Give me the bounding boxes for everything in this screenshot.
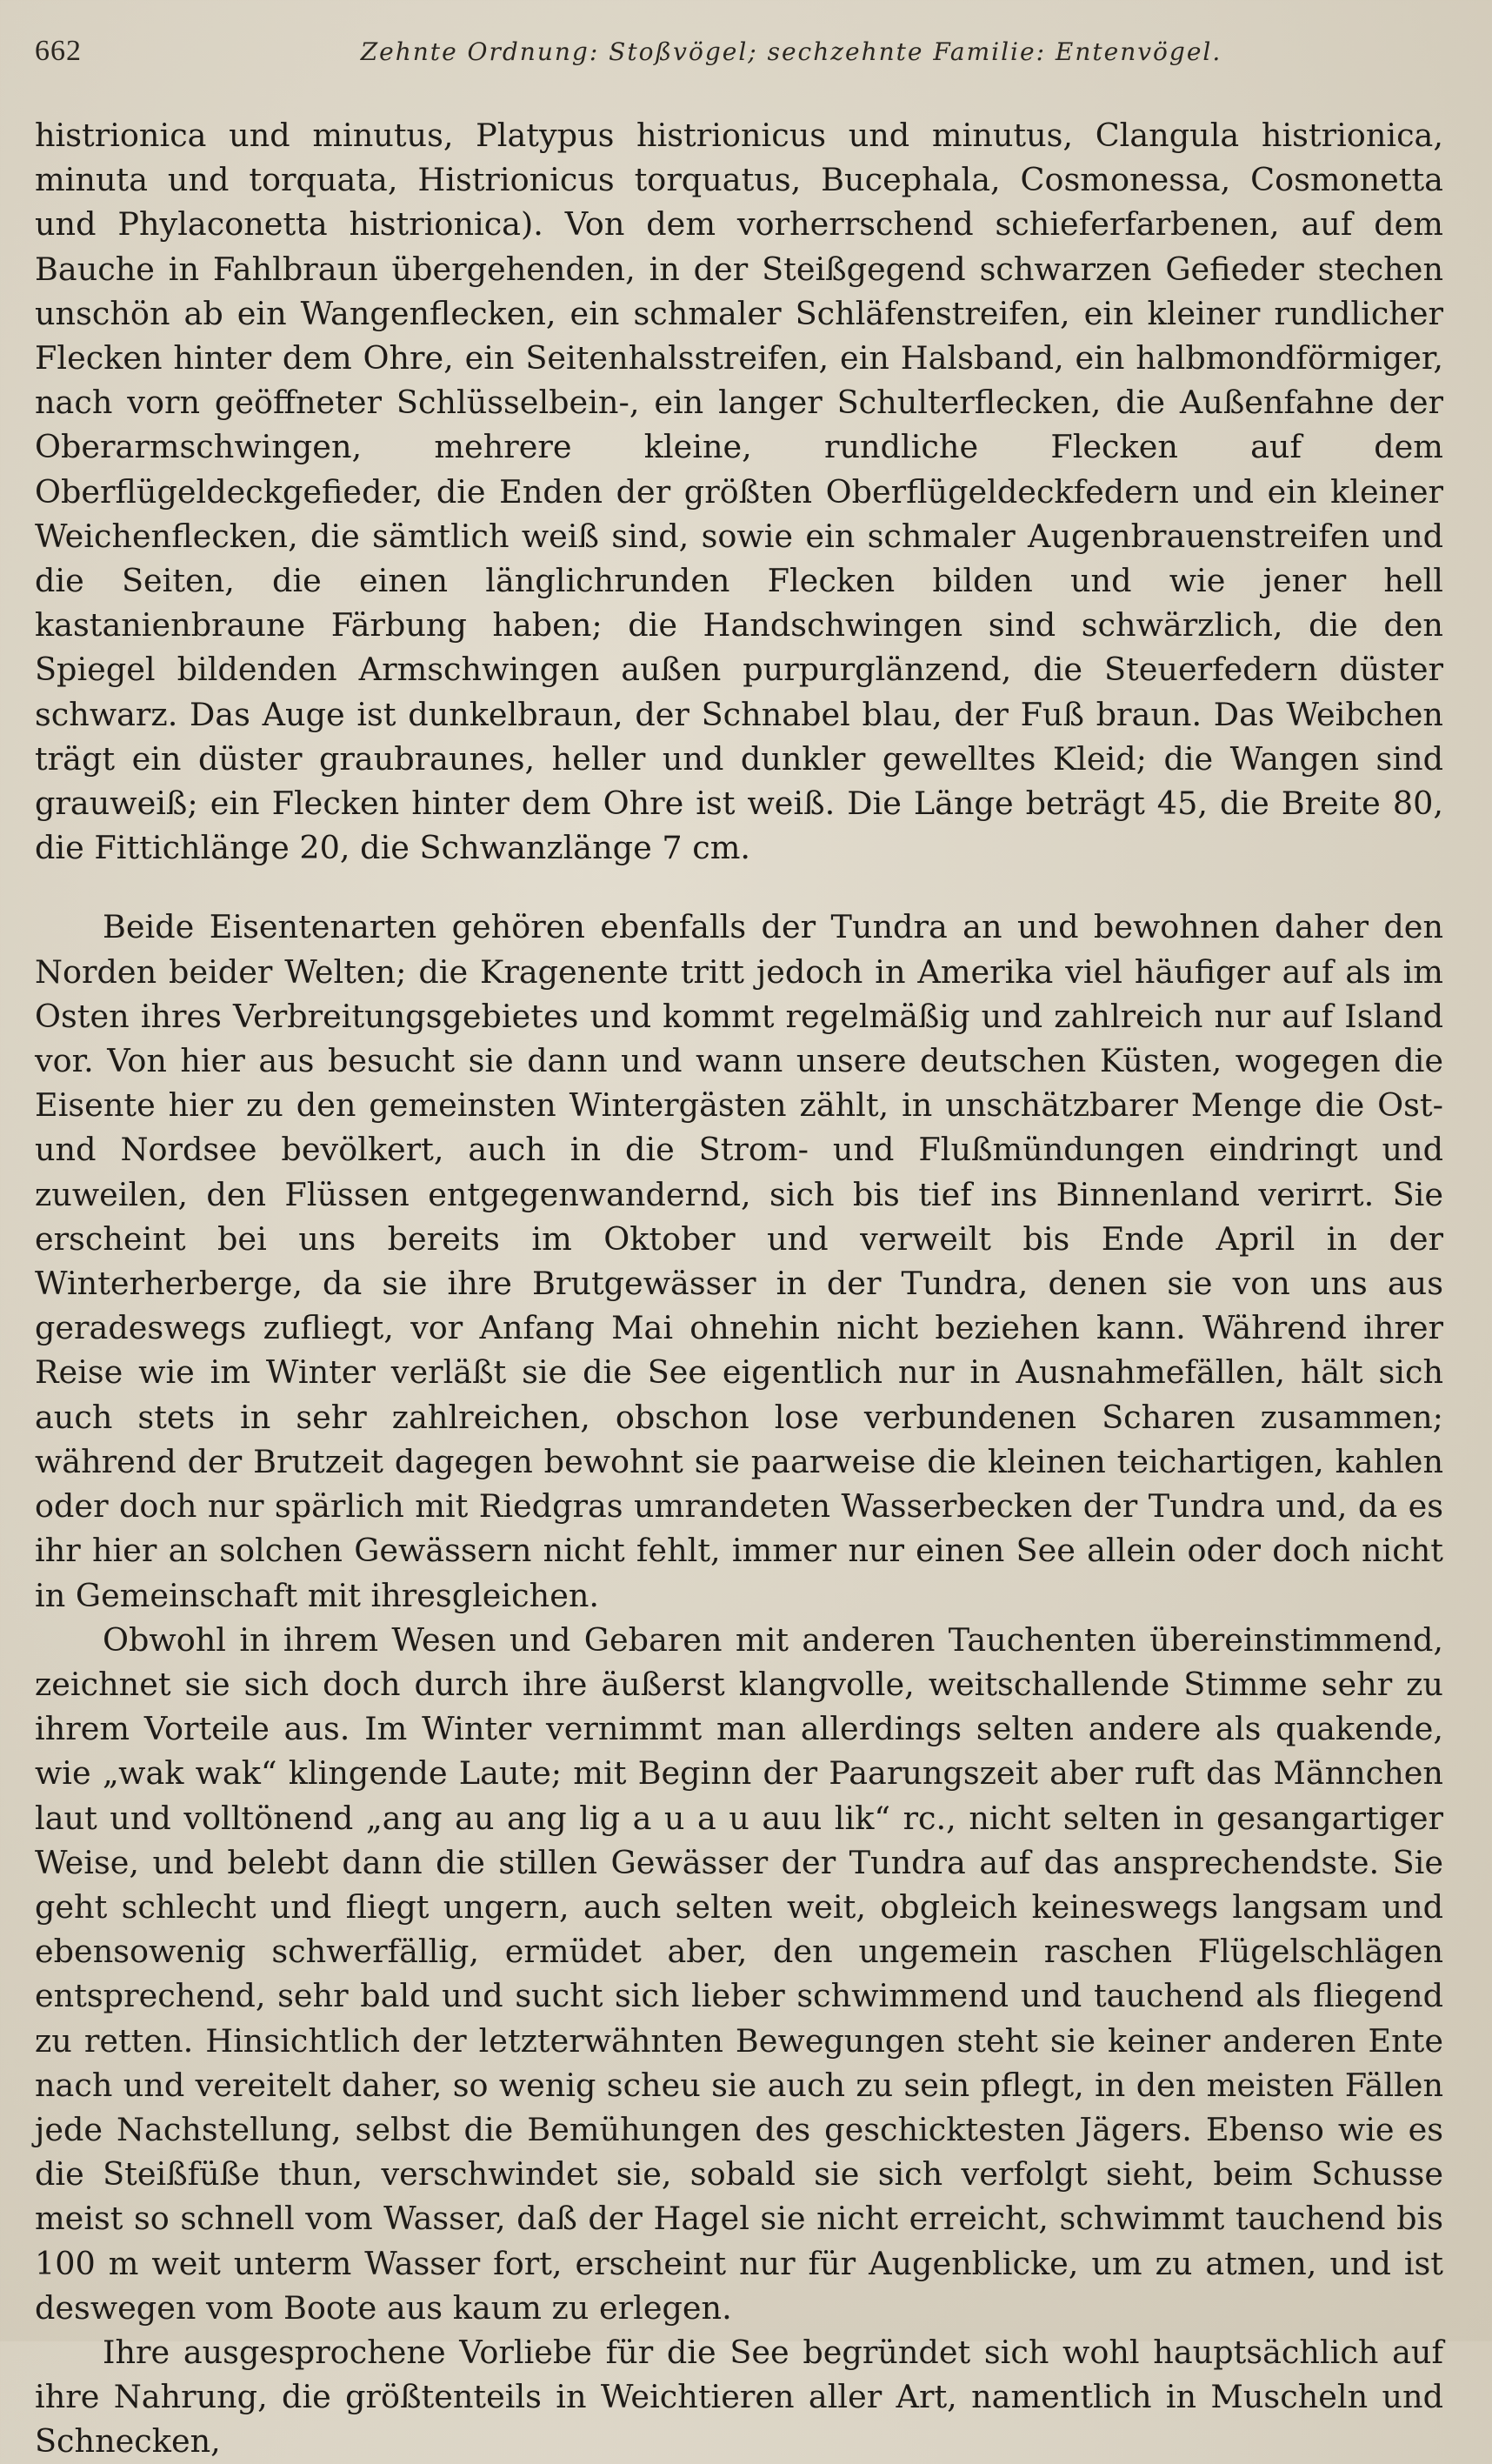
running-title: Zehnte Ordnung: Stoßvögel; sechzehnte Familie: Entenvögel. [360, 37, 1222, 66]
paragraph-1: histrionica und minutus, Platypus histrionicus und minutus, Clangula histrionica, minuta und torquata, Histrionicus torquatus, Bucephala, Cosmonessa, Cosmonetta und Phylaconetta histrionica). Von dem vorherrschend schieferfarbenen, auf dem Bauche in Fahlbraun übergehenden, in der Steißgegend schwarzen Gefieder stechen unschön ab ein Wangenflecken, ein schmaler Schläfenstreifen, ein kleiner rundlicher Flecken hinter dem Ohre, ein Seitenhalsstreifen, ein Halsband, ein halbmondförmiger, nach vorn geöffneter Schlüsselbein-, ein langer Schulterflecken, die Außenfahne der Oberarmschwingen, mehrere kleine, rundliche Flecken auf dem Oberflügeldeckgefieder, die Enden der größten Oberflügeldeckfedern und ein kleiner Weichenflecken, die sämtlich weiß sind, sowie ein schmaler Augenbrauenstreifen und die Seiten, die einen länglichrunden Flecken bilden und wie jener hell kastanienbraune Färbung haben; die Handschwingen sind schwärzlich, die den Spiegel bildenden Armschwingen außen purpurglänzend, die Steuerfedern düster schwarz. Das Auge ist dunkelbraun, der Schnabel blau, der Fuß braun. Das Weibchen trägt ein düster graubraunes, heller und dunkler gewelltes Kleid; die Wangen sind grauweiß; ein Flecken hinter dem Ohre ist weiß. Die Länge beträgt 45, die Breite 80, die Fittichlänge 20, die Schwanzlänge 7 cm. [35, 117, 1443, 867]
paragraph-3: Obwohl in ihrem Wesen und Gebaren mit anderen Tauchenten übereinstimmend, zeichnet sie sich doch durch ihre äußerst klangvolle, weitschallende Stimme sehr zu ihrem Vorteile aus. Im Winter vernimmt man allerdings selten andere als quakende, wie „wak wak“ klingende Laute; mit Beginn der Paarungszeit aber ruft das Männchen laut und volltönend „ang au ang lig a u a u auu lik“ rc., nicht selten in gesangartiger Weise, und belebt dann die stillen Gewässer der Tundra auf das ansprechendste. Sie geht schlecht und fliegt ungern, auch selten weit, obgleich keineswegs langsam und ebensowenig schwerfällig, ermüdet aber, den ungemein raschen Flügelschlägen entsprechend, sehr bald und sucht sich lieber schwimmend und tauchend als fliegend zu retten. Hinsichtlich der letzterwähnten Bewegungen steht sie keiner anderen Ente nach und vereitelt daher, so wenig scheu sie auch zu sein pflegt, in den meisten Fällen jede Nachstellung, selbst die Bemühungen des geschicktesten Jägers. Ebenso wie es die Steißfüße thun, verschwindet sie, sobald sie sich verfolgt sieht, beim Schusse meist so schnell vom Wasser, daß der Hagel sie nicht erreicht, schwimmt tauchend bis 100 m weit unterm Wasser fort, erscheint nur für Augenblicke, um zu atmen, und ist deswegen vom Boote aus kaum zu erlegen. [35, 1620, 1443, 2327]
page-number: 662 [35, 35, 82, 67]
paragraph-2: Beide Eisentenarten gehören ebenfalls der Tundra an und bewohnen daher den Norden beider Welten; die Kragenente tritt jedoch in Amerika viel häufiger auf als im Osten ihres Verbreitungsgebietes und kommt regelmäßig und zahlreich nur auf Island vor. Von hier aus besucht sie dann und wann unsere deutschen Küsten, wogegen die Eisente hier zu den gemeinsten Wintergästen zählt, in unschätzbarer Menge die Ost- und Nordsee bevölkert, auch in die Strom- und Flußmündungen eindringt und zuweilen, den Flüssen entgegenwandernd, sich bis tief ins Binnenland verirrt. Sie erscheint bei uns bereits im Oktober und verweilt bis Ende April in der Winterherberge, da sie ihre Brutgewässer in der Tundra, denen sie von uns aus geradeswegs zufliegt, vor Anfang Mai ohnehin nicht beziehen kann. Während ihrer Reise wie im Winter verläßt sie die See eigentlich nur in Ausnahmefällen, hält sich auch stets in sehr zahlreichen, obschon lose verbundenen Scharen zusammen; während der Brutzeit dagegen bewohnt sie paarweise die kleinen teichartigen, kahlen oder doch nur spärlich mit Riedgras umrandeten Wasserbecken der Tundra und, da es ihr hier an solchen Gewässern nicht fehlt, immer nur einen See allein oder doch nicht in Gemeinschaft mit ihresgleichen. [35, 908, 1443, 1614]
running-head [35, 35, 1443, 104]
body-text [35, 113, 1443, 2464]
paragraph-4: Ihre ausgesprochene Vorliebe für die See begründet sich wohl hauptsächlich auf ihre Nahrung, die größtenteils in Weichtieren aller Art, namentlich in Muscheln und Schnecken, [35, 2333, 1443, 2461]
book-page [35, 35, 1443, 2464]
